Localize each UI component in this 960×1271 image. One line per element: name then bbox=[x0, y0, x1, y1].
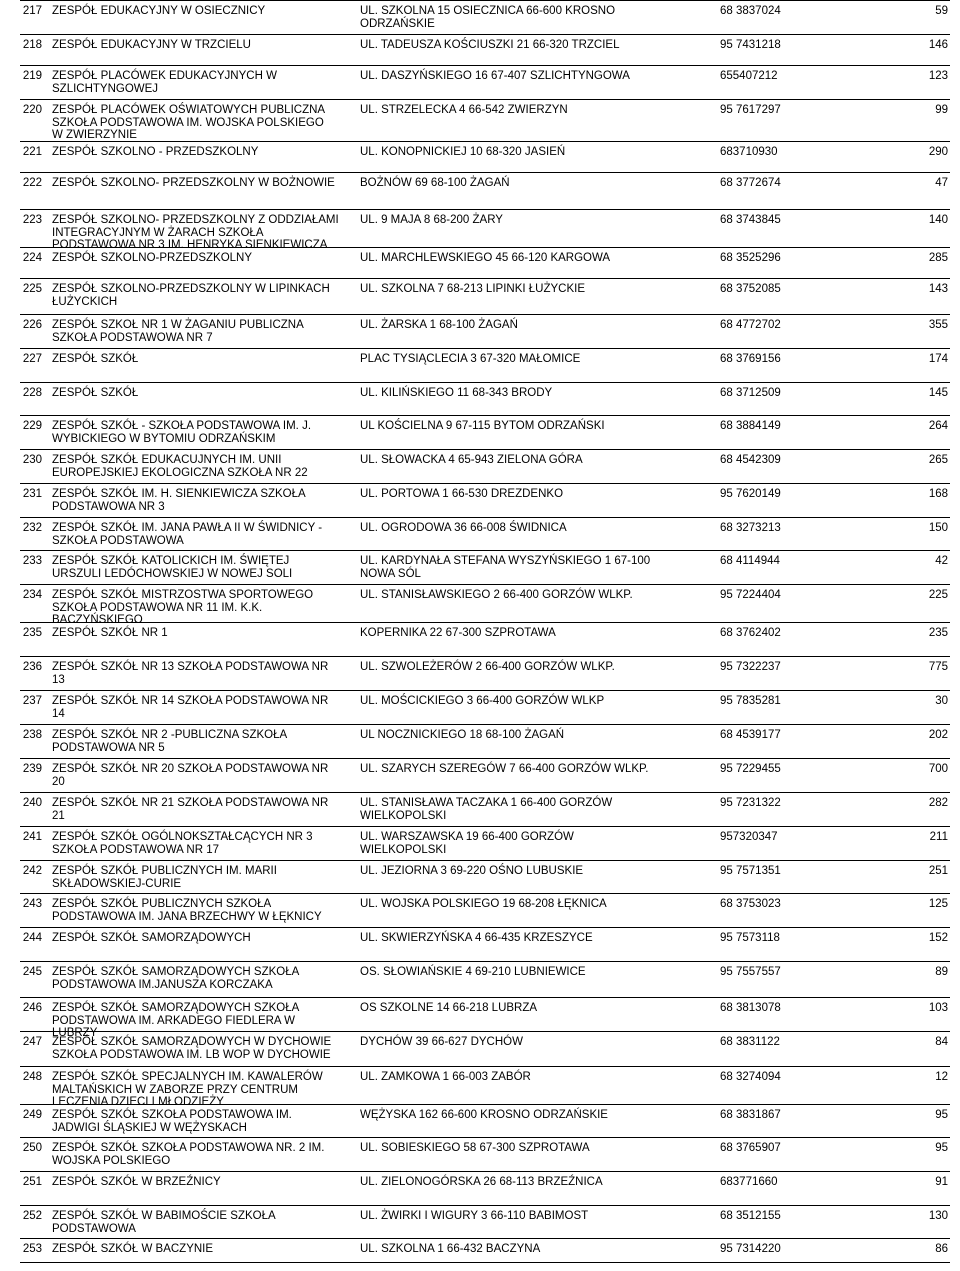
table-row bbox=[20, 172, 950, 209]
row-number: 245 bbox=[22, 966, 42, 978]
row-number: 217 bbox=[22, 5, 42, 17]
school-address: UL. JEZIORNA 3 69-220 OŚNO LUBUSKIE bbox=[360, 865, 584, 877]
school-name: ZESPÓŁ SZKÓŁ EDUKACUJNYCH IM. UNII EUROPEJSKIEJ EKOLOGICZNA SZKOŁA NR 22 bbox=[52, 454, 308, 479]
school-address: UL. ZIELONOGÓRSKA 26 68-113 BRZEŹNICA bbox=[360, 1176, 603, 1188]
pupil-count: 174 bbox=[928, 353, 948, 365]
table-row bbox=[20, 1205, 950, 1238]
pupil-count: 152 bbox=[928, 932, 948, 944]
school-address: UL. STRZELECKA 4 66-542 ZWIERZYN bbox=[360, 104, 568, 116]
school-name: ZESPÓŁ SZKÓŁ W BRZEŹNICY bbox=[52, 1176, 221, 1188]
table-row bbox=[20, 1137, 950, 1171]
table-row bbox=[20, 449, 950, 483]
school-name: ZESPÓŁ SZKÓŁ NR 20 SZKOŁA PODSTAWOWA NR 20 bbox=[52, 763, 329, 788]
school-name: ZESPÓŁ EDUKACYJNY W TRZCIELU bbox=[52, 39, 251, 51]
pupil-count: 251 bbox=[928, 865, 948, 877]
school-name: ZESPÓŁ SZKÓŁ bbox=[52, 387, 139, 399]
row-number: 250 bbox=[22, 1142, 42, 1154]
pupil-count: 99 bbox=[935, 104, 948, 116]
school-phone: 655407212 bbox=[720, 70, 778, 82]
school-phone: 68 3743845 bbox=[720, 214, 781, 226]
school-address: UL. SZKOLNA 15 OSIECZNICA 66-600 KROSNO ODRZAŃSKIE bbox=[360, 5, 616, 30]
school-address: UL. DASZYŃSKIEGO 16 67-407 SZLICHTYNGOWA bbox=[360, 70, 630, 82]
school-address: UL. ZAMKOWA 1 66-003 ZABÓR bbox=[360, 1071, 531, 1083]
pupil-count: 202 bbox=[928, 729, 948, 741]
pupil-count: 30 bbox=[935, 695, 948, 707]
pupil-count: 282 bbox=[928, 797, 948, 809]
pupil-count: 145 bbox=[928, 387, 948, 399]
school-address: UL. OGRODOWA 36 66-008 ŚWIDNICA bbox=[360, 522, 567, 534]
school-phone: 68 3765907 bbox=[720, 1142, 781, 1154]
school-address: UL. KILIŃSKIEGO 11 68-343 BRODY bbox=[360, 387, 553, 399]
school-address: UL. STANISŁAWA TACZAKA 1 66-400 GORZÓW WIELKOPOLSKI bbox=[360, 797, 613, 822]
row-number: 237 bbox=[22, 695, 42, 707]
table-row bbox=[20, 278, 950, 314]
school-phone: 68 3837024 bbox=[720, 5, 781, 17]
school-name: ZESPÓŁ SZKÓŁ SAMORZĄDOWYCH SZKOŁA PODSTAWOWA IM.JANUSZA KORCZAKA bbox=[52, 966, 300, 991]
school-phone: 68 3274094 bbox=[720, 1071, 781, 1083]
row-number: 224 bbox=[22, 252, 42, 264]
pupil-count: 103 bbox=[928, 1002, 948, 1014]
school-phone: 95 7224404 bbox=[720, 589, 781, 601]
row-number: 253 bbox=[22, 1243, 42, 1255]
school-phone: 68 3712509 bbox=[720, 387, 781, 399]
row-number: 251 bbox=[22, 1176, 42, 1188]
table-row bbox=[20, 65, 950, 99]
row-number: 230 bbox=[22, 454, 42, 466]
school-name: ZESPÓŁ SZKÓŁ SAMORZĄDOWYCH SZKOŁA PODSTAWOWA IM. ARKADEGO FIEDLERA W LUBRZY bbox=[52, 1002, 300, 1039]
school-name: ZESPÓŁ SZKÓŁ PUBLICZNYCH IM. MARII SKŁADOWSKIEJ-CURIE bbox=[52, 865, 277, 890]
school-phone: 68 3512155 bbox=[720, 1210, 781, 1222]
pupil-count: 89 bbox=[935, 966, 948, 978]
school-address: BOŻNÓW 69 68-100 ŻAGAŃ bbox=[360, 177, 510, 189]
school-name: ZESPÓŁ SZKÓŁ NR 13 SZKOŁA PODSTAWOWA NR 13 bbox=[52, 661, 329, 686]
pupil-count: 123 bbox=[928, 70, 948, 82]
school-address: KOPERNIKA 22 67-300 SZPROTAWA bbox=[360, 627, 556, 639]
school-address: UL. SKWIERZYŃSKA 4 66-435 KRZESZYCE bbox=[360, 932, 593, 944]
school-address: UL. ŻWIRKI I WIGURY 3 66-110 BABIMOST bbox=[360, 1210, 589, 1222]
table-row bbox=[20, 483, 950, 517]
pupil-count: 59 bbox=[935, 5, 948, 17]
pupil-count: 700 bbox=[928, 763, 948, 775]
school-name: ZESPÓŁ SZKÓŁ OGÓLNOKSZTAŁCĄCYCH NR 3 SZKOŁA PODSTAWOWA NR 17 bbox=[52, 831, 313, 856]
school-phone: 68 3769156 bbox=[720, 353, 781, 365]
school-name: ZESPÓŁ SZKÓŁ W BACZYNIE bbox=[52, 1243, 214, 1255]
school-name: ZESPÓŁ SZKÓŁ SPECJALNYCH IM. KAWALERÓW MALTAŃSKICH W ZABORZE PRZY CENTRUM LECZENIA DZIECI I MŁODZIEŻY bbox=[52, 1071, 323, 1108]
school-name: ZESPÓŁ SZKÓŁ IM. JANA PAWŁA II W ŚWIDNICY - SZKOŁA PODSTAWOWA bbox=[52, 522, 323, 547]
pupil-count: 168 bbox=[928, 488, 948, 500]
table-row bbox=[20, 690, 950, 724]
school-phone: 68 3884149 bbox=[720, 420, 781, 432]
school-name: ZESPÓŁ SZKÓŁ SZKOŁA PODSTAWOWA IM. JADWIGI ŚLĄSKIEJ W WĘŻYSKACH bbox=[52, 1109, 292, 1134]
school-phone: 95 7229455 bbox=[720, 763, 781, 775]
school-phone: 95 7431218 bbox=[720, 39, 781, 51]
row-number: 247 bbox=[22, 1036, 42, 1048]
pupil-count: 12 bbox=[935, 1071, 948, 1083]
school-phone: 95 7620149 bbox=[720, 488, 781, 500]
table-row bbox=[20, 997, 950, 1039]
table-row bbox=[20, 724, 950, 758]
row-number: 227 bbox=[22, 353, 42, 365]
school-phone: 68 3752085 bbox=[720, 283, 781, 295]
table-row bbox=[20, 0, 950, 34]
school-address: UL. 9 MAJA 8 68-200 ŻARY bbox=[360, 214, 503, 226]
school-address: UL. WOJSKA POLSKIEGO 19 68-208 ŁĘKNICA bbox=[360, 898, 607, 910]
pupil-count: 355 bbox=[928, 319, 948, 331]
table-row bbox=[20, 247, 950, 278]
school-name: ZESPÓŁ SZKÓŁ IM. H. SIENKIEWICZA SZKOŁA PODSTAWOWA NR 3 bbox=[52, 488, 306, 513]
pupil-count: 211 bbox=[929, 831, 948, 843]
table-row bbox=[20, 550, 950, 584]
pupil-count: 130 bbox=[928, 1210, 948, 1222]
school-phone: 68 3273213 bbox=[720, 522, 781, 534]
pupil-count: 84 bbox=[935, 1036, 948, 1048]
row-number: 228 bbox=[22, 387, 42, 399]
table-row bbox=[20, 415, 950, 449]
school-name: ZESPÓŁ SZKÓŁ W BABIMOŚCIE SZKOŁA PODSTAWOWA bbox=[52, 1210, 276, 1235]
school-name: ZESPÓŁ SZKÓŁ - SZKOŁA PODSTAWOWA IM. J. WYBICKIEGO W BYTOMIU ODRZAŃSKIM bbox=[52, 420, 312, 445]
table-row bbox=[20, 1066, 950, 1108]
school-address: UL. KONOPNICKIEJ 10 68-320 JASIEŃ bbox=[360, 146, 566, 158]
school-address: UL. KARDYNAŁA STEFANA WYSZYŃSKIEGO 1 67-100 NOWA SÓL bbox=[360, 555, 651, 580]
table-row bbox=[20, 893, 950, 927]
school-phone: 68 4542309 bbox=[720, 454, 781, 466]
school-address: OS. SŁOWIAŃSKIE 4 69-210 LUBNIEWICE bbox=[360, 966, 586, 978]
row-number: 225 bbox=[22, 283, 42, 295]
school-name: ZESPÓŁ SZKOLNO - PRZEDSZKOLNY bbox=[52, 146, 259, 158]
pupil-count: 150 bbox=[928, 522, 948, 534]
school-name: ZESPÓŁ SZKOŁ NR 1 W ŻAGANIU PUBLICZNA SZKOŁA PODSTAWOWA NR 7 bbox=[52, 319, 304, 344]
school-name: ZESPÓŁ SZKÓŁ NR 2 -PUBLICZNA SZKOŁA PODSTAWOWA NR 5 bbox=[52, 729, 288, 754]
row-number: 236 bbox=[22, 661, 42, 673]
school-address: UL NOCZNICKIEGO 18 68-100 ŻAGAŃ bbox=[360, 729, 565, 741]
school-phone: 95 7322237 bbox=[720, 661, 781, 673]
row-number: 235 bbox=[22, 627, 42, 639]
row-number: 246 bbox=[22, 1002, 42, 1014]
school-name: ZESPÓŁ PLACÓWEK OŚWIATOWYCH PUBLICZNA SZKOŁA PODSTAWOWA IM. WOJSKA POLSKIEGO W ZWIERZYNIE bbox=[52, 104, 326, 141]
school-name: ZESPÓŁ SZKÓŁ SZKOŁA PODSTAWOWA NR. 2 IM. WOJSKA POLSKIEGO bbox=[52, 1142, 325, 1167]
school-phone: 68 3753023 bbox=[720, 898, 781, 910]
row-number: 226 bbox=[22, 319, 42, 331]
row-number: 232 bbox=[22, 522, 42, 534]
row-number: 218 bbox=[22, 39, 42, 51]
school-address: UL. WARSZAWSKA 19 66-400 GORZÓW WIELKOPOLSKI bbox=[360, 831, 574, 856]
row-number: 222 bbox=[22, 177, 42, 189]
table-row bbox=[20, 961, 950, 997]
pupil-count: 42 bbox=[935, 555, 948, 567]
school-name: ZESPÓŁ EDUKACYJNY W OSIECZNICY bbox=[52, 5, 266, 17]
table-row bbox=[20, 1238, 950, 1263]
row-number: 249 bbox=[22, 1109, 42, 1121]
table-row bbox=[20, 34, 950, 65]
pupil-count: 86 bbox=[935, 1243, 948, 1255]
school-address: UL. STANISŁAWSKIEGO 2 66-400 GORZÓW WLKP. bbox=[360, 589, 633, 601]
row-number: 220 bbox=[22, 104, 42, 116]
row-number: 241 bbox=[22, 831, 42, 843]
school-phone: 683771660 bbox=[720, 1176, 778, 1188]
school-name: ZESPÓŁ SZKOLNO- PRZEDSZKOLNY Z ODDZIAŁAMI INTEGRACYJNYM W ŻARACH SZKOŁA PODSTAWOWA NR 3 IM. HENRYKA SIENKIEWICZA bbox=[52, 214, 339, 251]
school-phone: 68 3831122 bbox=[720, 1036, 780, 1048]
table-row bbox=[20, 584, 950, 626]
table-row bbox=[20, 792, 950, 826]
row-number: 238 bbox=[22, 729, 42, 741]
school-name: ZESPÓŁ SZKÓŁ NR 14 SZKOŁA PODSTAWOWA NR 14 bbox=[52, 695, 329, 720]
pupil-count: 290 bbox=[928, 146, 948, 158]
school-phone: 95 7231322 bbox=[720, 797, 781, 809]
school-name: ZESPÓŁ SZKÓŁ NR 21 SZKOŁA PODSTAWOWA NR 21 bbox=[52, 797, 329, 822]
table-row bbox=[20, 382, 950, 415]
row-number: 234 bbox=[22, 589, 42, 601]
school-phone: 95 7835281 bbox=[720, 695, 781, 707]
table-row bbox=[20, 517, 950, 550]
row-number: 239 bbox=[22, 763, 42, 775]
table-row bbox=[20, 826, 950, 860]
school-name: ZESPÓŁ SZKÓŁ bbox=[52, 353, 139, 365]
table-row bbox=[20, 927, 950, 961]
pupil-count: 125 bbox=[928, 898, 948, 910]
school-phone: 95 7557557 bbox=[720, 966, 781, 978]
school-address: UL. SOBIESKIEGO 58 67-300 SZPROTAWA bbox=[360, 1142, 590, 1154]
table-row bbox=[20, 209, 950, 251]
school-name: ZESPÓŁ SZKÓŁ KATOLICKICH IM. ŚWIĘTEJ URSZULI LEDÓCHOWSKIEJ W NOWEJ SOLI bbox=[52, 555, 293, 580]
school-address: OS SZKOLNE 14 66-218 LUBRZA bbox=[360, 1002, 538, 1014]
table-row bbox=[20, 1171, 950, 1205]
table-row bbox=[20, 758, 950, 792]
school-address: UL. SZKOLNA 1 66-432 BACZYNA bbox=[360, 1243, 541, 1255]
row-number: 221 bbox=[22, 146, 42, 158]
school-address: UL KOŚCIELNA 9 67-115 BYTOM ODRZAŃSKI bbox=[360, 420, 605, 432]
pupil-count: 47 bbox=[935, 177, 948, 189]
school-name: ZESPÓŁ SZKÓŁ SAMORZĄDOWYCH bbox=[52, 932, 251, 944]
pupil-count: 285 bbox=[928, 252, 948, 264]
school-phone: 68 3525296 bbox=[720, 252, 781, 264]
row-number: 243 bbox=[22, 898, 42, 910]
table-row bbox=[20, 348, 950, 382]
row-number: 231 bbox=[22, 488, 42, 500]
school-phone: 68 4114944 bbox=[720, 555, 780, 567]
school-address: UL. PORTOWA 1 66-530 DREZDENKO bbox=[360, 488, 564, 500]
pupil-count: 91 bbox=[935, 1176, 948, 1188]
pupil-count: 235 bbox=[928, 627, 948, 639]
school-address: UL. SZARYCH SZEREGÓW 7 66-400 GORZÓW WLKP. bbox=[360, 763, 649, 775]
row-number: 233 bbox=[22, 555, 42, 567]
school-address: PLAC TYSIĄCLECIA 3 67-320 MAŁOMICE bbox=[360, 353, 581, 365]
pupil-count: 143 bbox=[928, 283, 948, 295]
school-address: UL. TADEUSZA KOŚCIUSZKI 21 66-320 TRZCIEL bbox=[360, 39, 620, 51]
table-row bbox=[20, 860, 950, 893]
school-address: UL. MOŚCICKIEGO 3 66-400 GORZÓW WLKP bbox=[360, 695, 605, 707]
pupil-count: 146 bbox=[928, 39, 948, 51]
school-phone: 68 3772674 bbox=[720, 177, 781, 189]
school-phone: 95 7314220 bbox=[720, 1243, 781, 1255]
school-address: UL. SŁOWACKA 4 65-943 ZIELONA GÓRA bbox=[360, 454, 583, 466]
school-name: ZESPÓŁ SZKOLNO-PRZEDSZKOLNY bbox=[52, 252, 253, 264]
school-phone: 68 3813078 bbox=[720, 1002, 781, 1014]
school-name: ZESPÓŁ SZKOLNO- PRZEDSZKOLNY W BOŻNOWIE bbox=[52, 177, 335, 189]
school-name: ZESPÓŁ SZKÓŁ PUBLICZNYCH SZKOŁA PODSTAWOWA IM. JANA BRZECHWY W ŁĘKNICY bbox=[52, 898, 322, 923]
school-phone: 68 3762402 bbox=[720, 627, 781, 639]
row-number: 252 bbox=[22, 1210, 42, 1222]
pupil-count: 265 bbox=[928, 454, 948, 466]
school-phone: 683710930 bbox=[720, 146, 778, 158]
school-phone: 95 7617297 bbox=[720, 104, 781, 116]
table-row bbox=[20, 622, 950, 656]
pupil-count: 140 bbox=[928, 214, 948, 226]
row-number: 229 bbox=[22, 420, 42, 432]
pupil-count: 775 bbox=[928, 661, 948, 673]
school-phone: 68 4772702 bbox=[720, 319, 781, 331]
row-number: 248 bbox=[22, 1071, 42, 1083]
pupil-count: 264 bbox=[928, 420, 948, 432]
table-row bbox=[20, 314, 950, 348]
school-address: UL. SZWOLEŻERÓW 2 66-400 GORZÓW WLKP. bbox=[360, 661, 615, 673]
row-number: 240 bbox=[22, 797, 42, 809]
school-name: ZESPÓŁ SZKÓŁ MISTRZOSTWA SPORTOWEGO SZKOŁA PODSTAWOWA NR 11 IM. K.K. BACZYŃSKIEGO bbox=[52, 589, 314, 626]
pupil-count: 95 bbox=[935, 1142, 948, 1154]
school-phone: 95 7573118 bbox=[720, 932, 780, 944]
school-address: WĘŻYSKA 162 66-600 KROSNO ODRZAŃSKIE bbox=[360, 1109, 608, 1121]
table-row bbox=[20, 656, 950, 690]
school-name: ZESPÓŁ SZKOLNO-PRZEDSZKOLNY W LIPINKACH ŁUŻYCKICH bbox=[52, 283, 330, 308]
row-number: 242 bbox=[22, 865, 42, 877]
school-phone: 68 3831867 bbox=[720, 1109, 781, 1121]
school-address: UL. SZKOLNA 7 68-213 LIPINKI ŁUŻYCKIE bbox=[360, 283, 585, 295]
school-phone: 95 7571351 bbox=[720, 865, 781, 877]
school-address: DYCHÓW 39 66-627 DYCHÓW bbox=[360, 1036, 523, 1048]
school-name: ZESPÓŁ SZKÓŁ SAMORZĄDOWYCH W DYCHOWIE SZKOŁA PODSTAWOWA IM. LB WOP W DYCHOWIE bbox=[52, 1036, 332, 1061]
school-address: UL. MARCHLEWSKIEGO 45 66-120 KARGOWA bbox=[360, 252, 611, 264]
school-name: ZESPÓŁ PLACÓWEK EDUKACYJNYCH W SZLICHTYNGOWEJ bbox=[52, 70, 277, 95]
table-row bbox=[20, 99, 950, 141]
table-row bbox=[20, 141, 950, 172]
table-row bbox=[20, 1031, 950, 1066]
pupil-count: 95 bbox=[935, 1109, 948, 1121]
school-address: UL. ŻARSKA 1 68-100 ŻAGAŃ bbox=[360, 319, 518, 331]
row-number: 244 bbox=[22, 932, 42, 944]
row-number: 219 bbox=[22, 70, 42, 82]
pupil-count: 225 bbox=[928, 589, 948, 601]
row-number: 223 bbox=[22, 214, 42, 226]
school-phone: 68 4539177 bbox=[720, 729, 781, 741]
school-phone: 957320347 bbox=[720, 831, 778, 843]
school-name: ZESPÓŁ SZKÓŁ NR 1 bbox=[52, 627, 168, 639]
table-row bbox=[20, 1104, 950, 1137]
